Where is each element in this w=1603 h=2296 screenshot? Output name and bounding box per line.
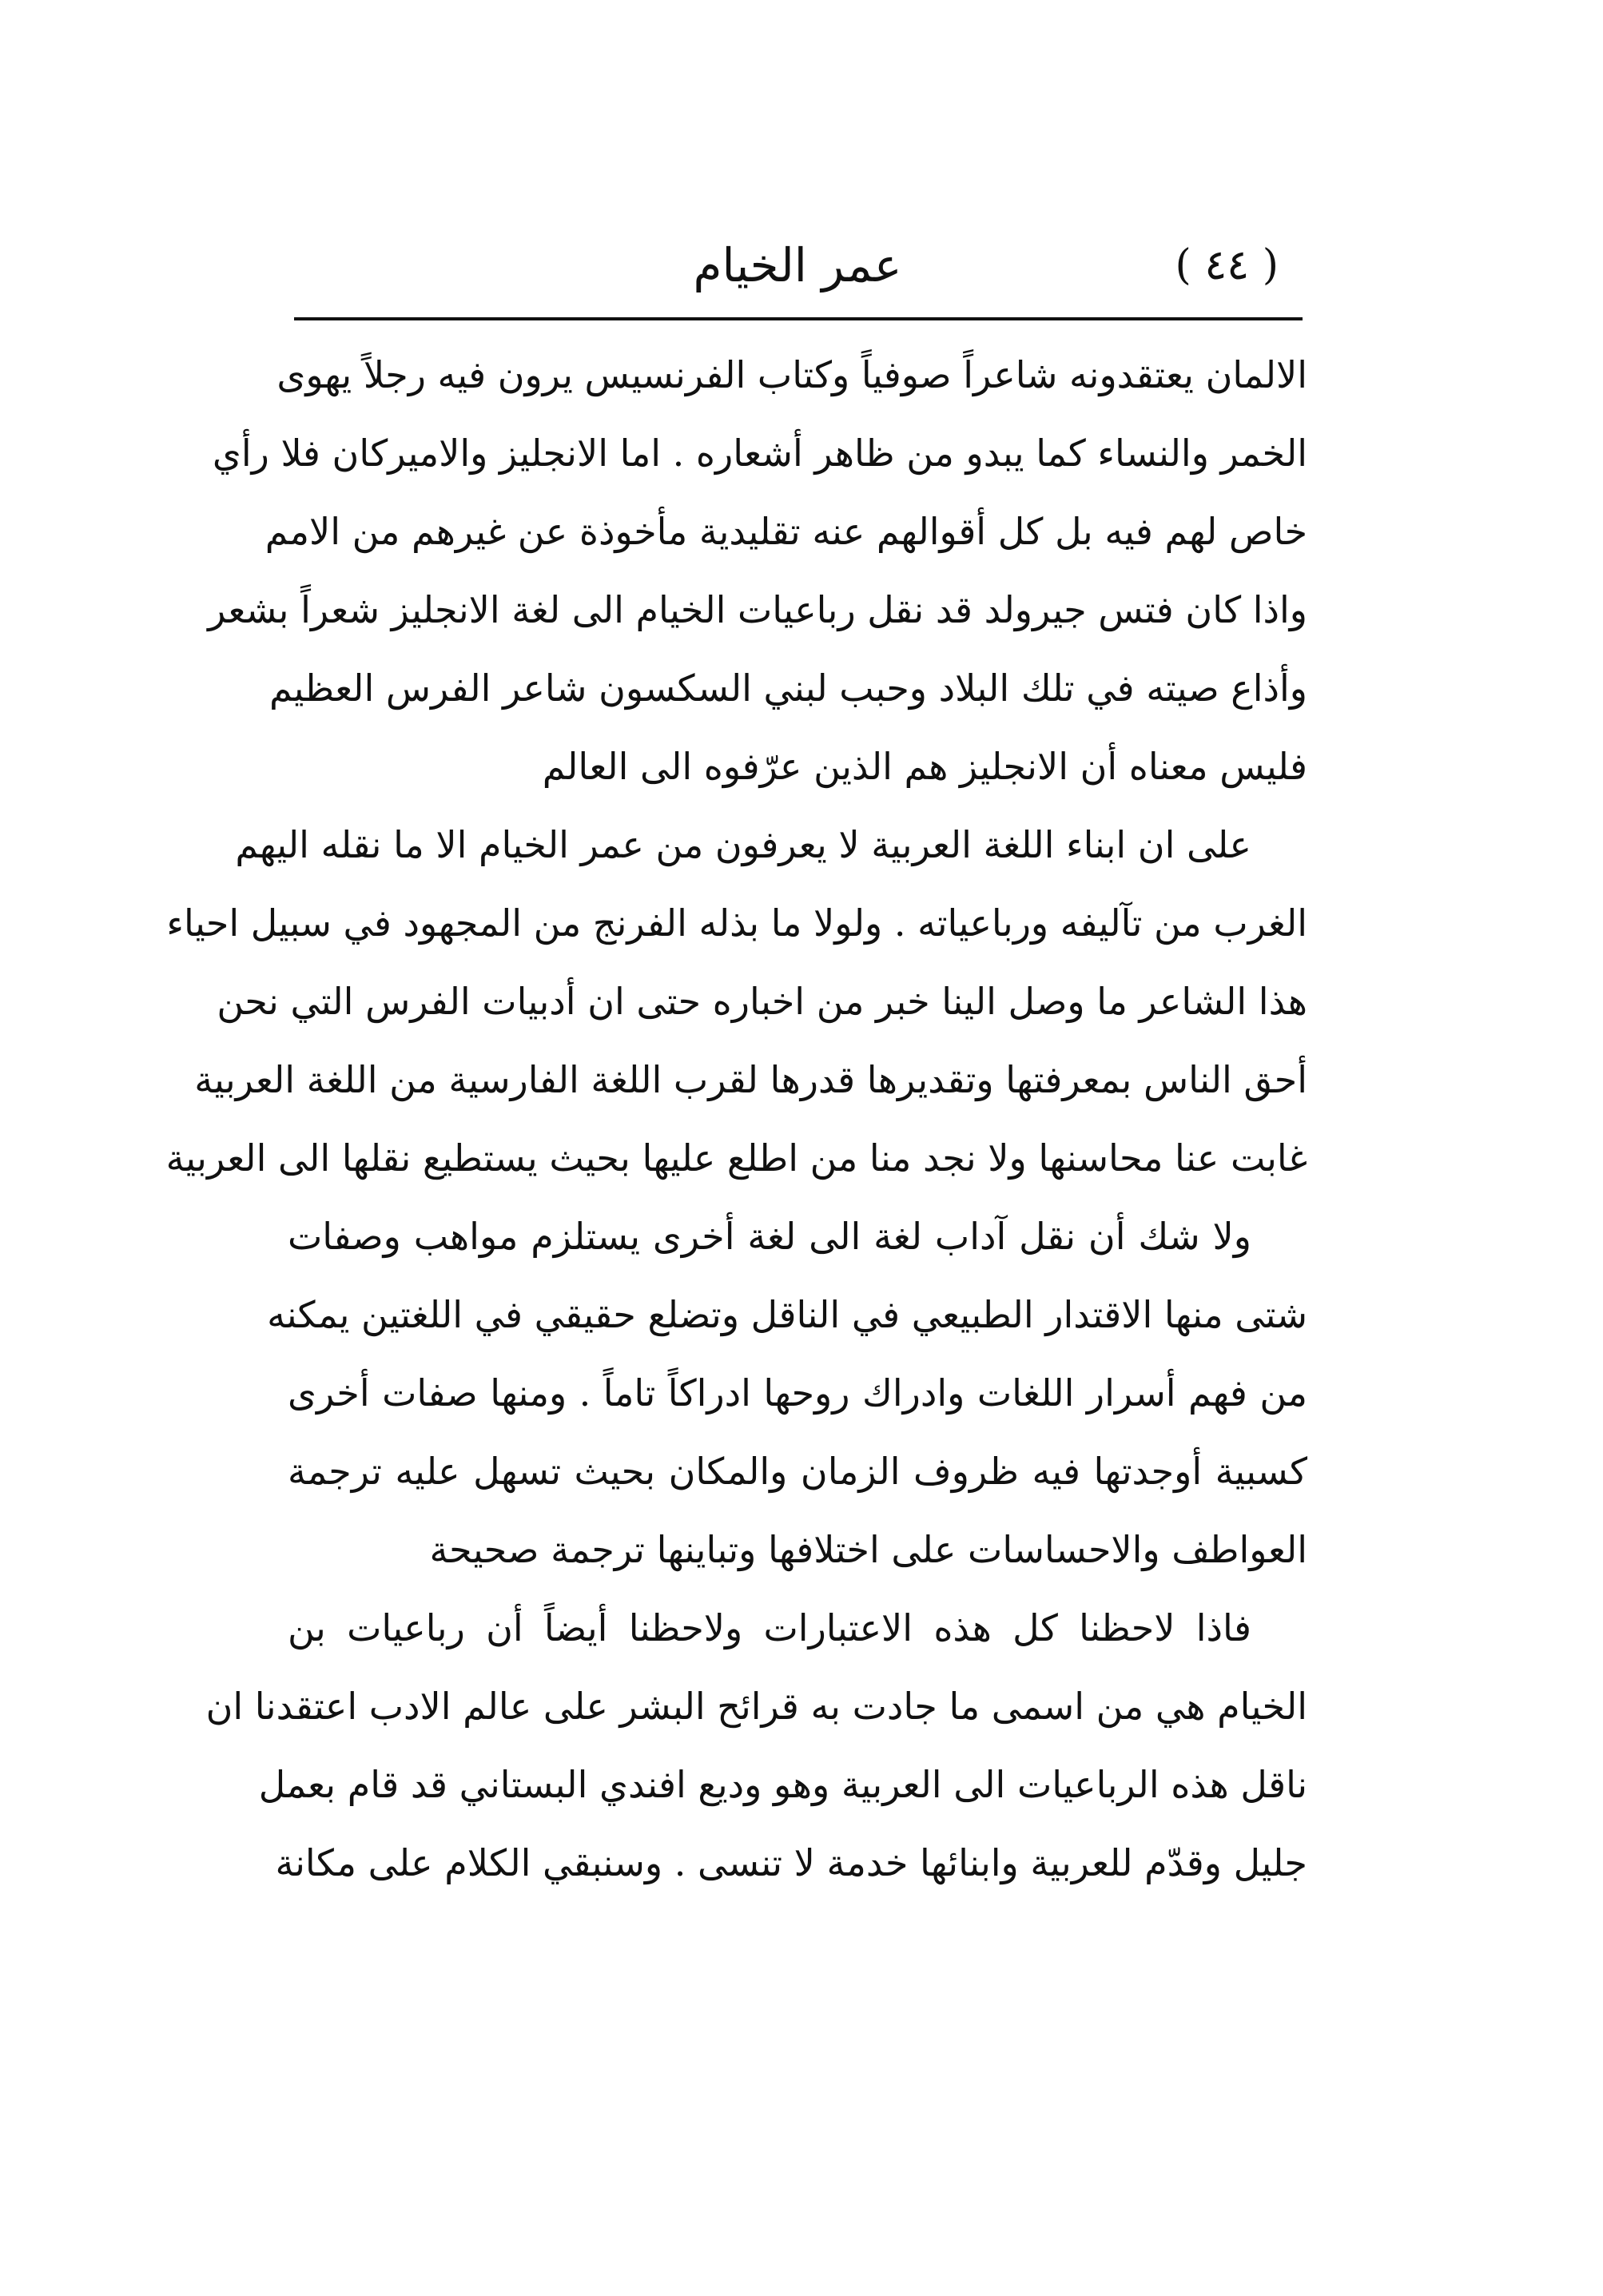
text-line: الخمر والنساء كما يبدو من ظاهر أشعاره . اما الانجليز والاميركان فلا رأي: [212, 432, 1307, 475]
text-line: شتى منها الاقتدار الطبيعي في الناقل وتضلع حقيقي في اللغتين يمكنه: [267, 1293, 1307, 1336]
text-line: الغرب من تآليفه ورباعياته . ولولا ما بذله الفرنج من المجهود في سبيل احياء: [166, 901, 1307, 945]
text-line: هذا الشاعر ما وصل الينا خبر من اخباره حتى ان أدبيات الفرس التي نحن: [217, 980, 1307, 1023]
text-line: جليل وقدّم للعربية وابنائها خدمة لا تنسى . وسنبقي الكلام على مكانة: [275, 1841, 1307, 1884]
text-line: الالمان يعتقدونه شاعراً صوفياً وكتاب الفرنسيس يرون فيه رجلاً يهوى: [276, 353, 1307, 396]
text-line: فاذا لاحظنا كل هذه الاعتبارات ولاحظنا أيضاً أن رباعيات بن: [288, 1606, 1251, 1649]
text-line: العواطف والاحساسات على اختلافها وتباينها ترجمة صحيحة: [429, 1528, 1307, 1571]
header-rule: [294, 317, 1303, 320]
text-line: أحق الناس بمعرفتها وتقديرها قدرها لقرب اللغة الفارسية من اللغة العربية: [194, 1058, 1307, 1101]
text-line: الخيام هي من اسمى ما جادت به قرائح البشر على عالم الادب اعتقدنا ان: [205, 1685, 1307, 1728]
text-line: واذا كان فتس جيرولد قد نقل رباعيات الخيام الى لغة الانجليز شعراً بشعر: [208, 588, 1307, 631]
text-line: كسبية أوجدتها فيه ظروف الزمان والمكان بحيث تسهل عليه ترجمة: [288, 1450, 1307, 1493]
text-line: من فهم أسرار اللغات وادراك روحها ادراكاً تاماً . ومنها صفات أخرى: [288, 1371, 1307, 1415]
text-line: ناقل هذه الرباعيات الى العربية وهو وديع افندي البستاني قد قام بعمل: [258, 1763, 1307, 1806]
text-line: غابت عنا محاسنها ولا نجد منا من اطلع عليها بحيث يستطيع نقلها الى العربية: [165, 1136, 1307, 1180]
running-title: عمر الخيام: [693, 238, 902, 292]
text-line: على ان ابناء اللغة العربية لا يعرفون من عمر الخيام الا ما نقله اليهم: [235, 823, 1251, 866]
text-line: خاص لهم فيه بل كل أقوالهم عنه تقليدية مأخوذة عن غيرهم من الامم: [265, 510, 1307, 553]
page-header: [294, 233, 1301, 310]
page-number: ( ٤٤ ): [1175, 241, 1279, 289]
text-line: فليس معناه أن الانجليز هم الذين عرّفوه الى العالم: [542, 745, 1307, 788]
text-line: ولا شك أن نقل آداب لغة الى لغة أخرى يستلزم مواهب وصفات: [288, 1215, 1251, 1258]
text-line: وأذاع صيته في تلك البلاد وحبب لبني السكسون شاعر الفرس العظيم: [269, 667, 1307, 710]
body-text: [165, 336, 1307, 1902]
